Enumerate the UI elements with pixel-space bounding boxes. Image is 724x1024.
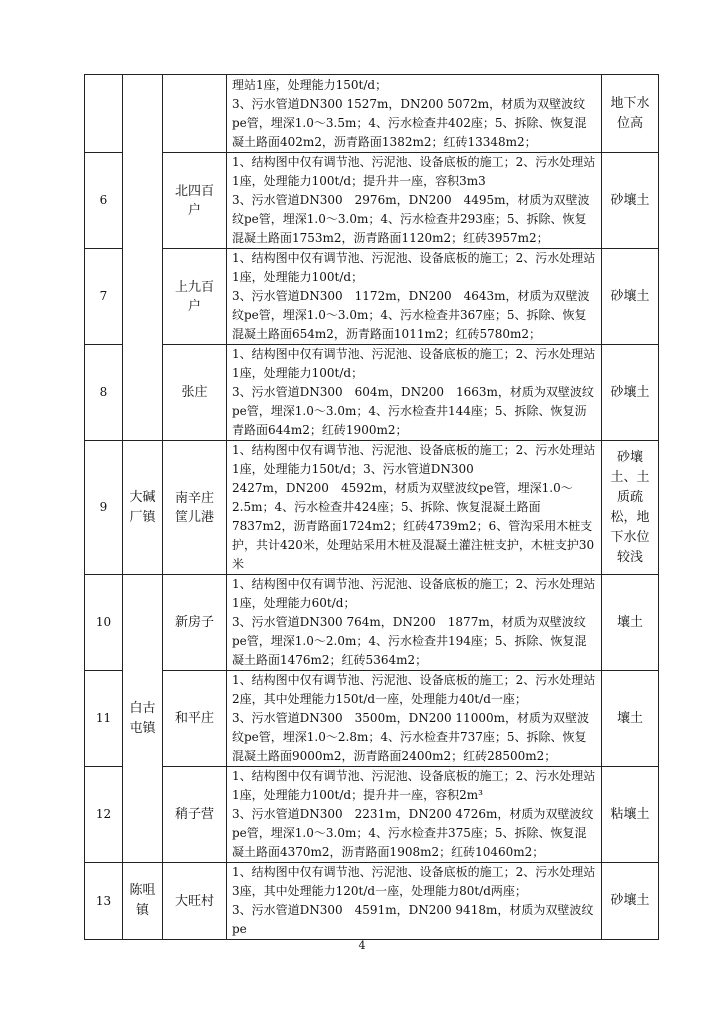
village-cell-blank [163, 75, 227, 153]
table-row [85, 863, 659, 940]
table-row [85, 345, 659, 441]
work-content: 1、结构图中仅有调节池、污泥池、设备底板的施工；2、污水处理站2座，其中处理能力150t/d一座，处理能力40t/d一座； 3、污水管道DN300 3500m，DN200 11000m，材质为双壁波纹pe管，埋深1.0～2.8m；4、污水检查井737座；5、拆除、恢复混凝土路面9000m2，沥青路面2400m2；红砖28500m2； [227, 671, 602, 767]
row-number [85, 75, 123, 153]
village-name: 上九百户 [163, 249, 227, 345]
village-name: 北四百户 [163, 153, 227, 249]
work-content: 1、结构图中仅有调节池、污泥池、设备底板的施工；2、污水处理站1座，处理能力60t/d； 3、污水管道DN300 764m，DN200 1877m，材质为双壁波纹pe管，埋深1.0～2.0m；4、污水检查井194座；5、拆除、恢复混凝土路面1476m2；红砖5364m2； [227, 575, 602, 671]
work-content: 1、结构图中仅有调节池、污泥池、设备底板的施工；2、污水处理站1座，处理能力150t/d；3、污水管道DN300 2427m，DN200 4592m，材质为双壁波纹pe管，埋深1.0～2.5m；4、污水检查井424座；5、拆除、恢复混凝土路面7837m2，沥青路面1724m2；红砖4739m2；6、管沟采用木桩支护，共计420米，处理站采用木桩及混凝土灌注桩支护，木桩支护30米 [227, 441, 602, 575]
row-number: 6 [85, 153, 123, 249]
soil-condition: 地下水位高 [602, 75, 659, 153]
soil-condition: 粘壤土 [602, 767, 659, 863]
village-name: 稍子营 [163, 767, 227, 863]
work-content: 1、结构图中仅有调节池、污泥池、设备底板的施工；2、污水处理站1座，处理能力100t/d；提升井一座，容积3m3 3、污水管道DN300 2976m，DN200 4495m，材质为双壁波纹pe管，埋深1.0～3.0m；4、污水检查井293座；5、拆除、恢复混凝土路面1753m2，沥青路面1120m2；红砖3957m2； [227, 153, 602, 249]
project-table [84, 74, 659, 940]
row-number: 12 [85, 767, 123, 863]
soil-condition: 砂壤土 [602, 249, 659, 345]
village-name: 大旺村 [163, 863, 227, 940]
table-row [85, 575, 659, 671]
work-content: 1、结构图中仅有调节池、污泥池、设备底板的施工；2、污水处理站1座，处理能力100t/d； 3、污水管道DN300 1172m，DN200 4643m，材质为双壁波纹pe管，埋深1.0～3.0m；4、污水检查井367座；5、拆除、恢复混凝土路面654m2，沥青路面1011m2；红砖5780m2； [227, 249, 602, 345]
town-name: 白古屯镇 [123, 575, 163, 863]
table-row [85, 767, 659, 863]
soil-condition: 砂壤土、土质疏松，地下水位较浅 [602, 441, 659, 575]
table-row [85, 441, 659, 575]
table-row [85, 75, 659, 153]
soil-condition: 砂壤土 [602, 863, 659, 940]
row-number: 9 [85, 441, 123, 575]
soil-condition: 砂壤土 [602, 153, 659, 249]
village-name: 新房子 [163, 575, 227, 671]
work-content: 1、结构图中仅有调节池、污泥池、设备底板的施工；2、污水处理站3座，其中处理能力120t/d一座，处理能力80t/d两座； 3、污水管道DN300 4591m，DN200 9418m，材质为双壁波纹pe [227, 863, 602, 940]
village-name: 张庄 [163, 345, 227, 441]
town-name: 大碱厂镇 [123, 441, 163, 575]
row-number: 10 [85, 575, 123, 671]
work-content: 1、结构图中仅有调节池、污泥池、设备底板的施工；2、污水处理站1座，处理能力100t/d；提升井一座，容积2m³ 3、污水管道DN300 2231m，DN200 4726m，材质为双壁波纹pe管，埋深1.0～3.0m；4、污水检查井375座；5、拆除、恢复混凝土路面4370m2，沥青路面1908m2；红砖10460m2； [227, 767, 602, 863]
table-row [85, 153, 659, 249]
town-cell-blank [123, 75, 163, 441]
village-name: 南辛庄筐儿港 [163, 441, 227, 575]
work-content: 1、结构图中仅有调节池、污泥池、设备底板的施工；2、污水处理站1座，处理能力100t/d； 3、污水管道DN300 604m，DN200 1663m，材质为双壁波纹pe管，埋深1.0～3.0m；4、污水检查井144座；5、拆除、恢复沥青路面644m2；红砖1900m2； [227, 345, 602, 441]
row-number: 13 [85, 863, 123, 940]
village-name: 和平庄 [163, 671, 227, 767]
work-content: 理站1座，处理能力150t/d； 3、污水管道DN300 1527m，DN200 5072m，材质为双壁波纹pe管，埋深1.0～3.5m；4、污水检查井402座；5、拆除、恢复混凝土路面402m2，沥青路面1382m2；红砖13348m2； [227, 75, 602, 153]
page-number: 4 [358, 939, 366, 952]
soil-condition: 壤土 [602, 671, 659, 767]
row-number: 11 [85, 671, 123, 767]
table-row [85, 671, 659, 767]
soil-condition: 壤土 [602, 575, 659, 671]
row-number: 7 [85, 249, 123, 345]
row-number: 8 [85, 345, 123, 441]
table-row [85, 249, 659, 345]
town-name: 陈咀镇 [123, 863, 163, 940]
soil-condition: 砂壤土 [602, 345, 659, 441]
